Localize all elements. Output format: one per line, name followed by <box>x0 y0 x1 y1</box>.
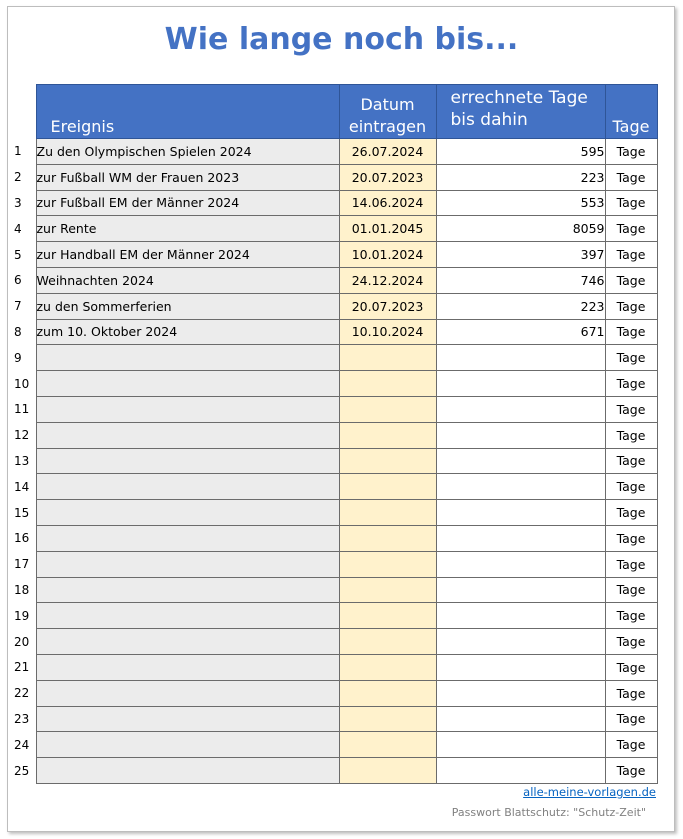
unit-cell: Tage <box>605 371 657 397</box>
event-cell[interactable]: Weihnachten 2024 <box>36 267 339 293</box>
event-cell[interactable]: Zu den Olympischen Spielen 2024 <box>36 139 339 165</box>
event-cell[interactable] <box>36 654 339 680</box>
event-cell[interactable]: zur Fußball EM der Männer 2024 <box>36 190 339 216</box>
days-cell <box>436 603 605 629</box>
days-cell <box>436 706 605 732</box>
event-cell[interactable] <box>36 345 339 371</box>
unit-cell: Tage <box>605 629 657 655</box>
date-cell[interactable] <box>339 654 436 680</box>
event-cell[interactable]: zur Fußball WM der Frauen 2023 <box>36 164 339 190</box>
countdown-table <box>14 84 658 784</box>
row-number: 11 <box>14 402 30 417</box>
unit-cell: Tage <box>605 474 657 500</box>
unit-cell: Tage <box>605 732 657 758</box>
row-number: 25 <box>14 763 30 778</box>
days-cell <box>436 345 605 371</box>
date-cell[interactable] <box>339 577 436 603</box>
header-event: Ereignis <box>36 85 339 139</box>
date-cell[interactable]: 26.07.2024 <box>339 139 436 165</box>
unit-cell: Tage <box>605 242 657 268</box>
date-cell[interactable] <box>339 758 436 784</box>
event-cell[interactable]: zur Rente <box>36 216 339 242</box>
event-cell[interactable] <box>36 629 339 655</box>
row-number: 2 <box>14 170 22 185</box>
date-cell[interactable] <box>339 422 436 448</box>
event-cell[interactable] <box>36 448 339 474</box>
date-cell[interactable] <box>339 525 436 551</box>
days-cell <box>436 448 605 474</box>
row-number: 8 <box>14 324 22 339</box>
unit-cell: Tage <box>605 293 657 319</box>
event-cell[interactable] <box>36 422 339 448</box>
unit-cell: Tage <box>605 267 657 293</box>
days-cell: 746 <box>436 267 605 293</box>
row-number: 9 <box>14 350 22 365</box>
header-days-line2: bis dahin <box>450 110 528 130</box>
days-cell <box>436 732 605 758</box>
event-cell[interactable] <box>36 551 339 577</box>
unit-cell: Tage <box>605 422 657 448</box>
date-cell[interactable] <box>339 371 436 397</box>
unit-cell: Tage <box>605 525 657 551</box>
date-cell[interactable]: 20.07.2023 <box>339 164 436 190</box>
days-cell <box>436 525 605 551</box>
days-cell: 8059 <box>436 216 605 242</box>
table-row <box>14 654 657 680</box>
unit-cell: Tage <box>605 345 657 371</box>
event-cell[interactable]: zur Handball EM der Männer 2024 <box>36 242 339 268</box>
event-cell[interactable] <box>36 577 339 603</box>
row-number: 17 <box>14 557 30 572</box>
header-blank <box>14 85 36 139</box>
days-cell: 223 <box>436 164 605 190</box>
date-cell[interactable] <box>339 448 436 474</box>
event-cell[interactable] <box>36 396 339 422</box>
unit-cell: Tage <box>605 190 657 216</box>
row-number: 23 <box>14 711 30 726</box>
table-row <box>14 293 657 319</box>
row-number: 1 <box>14 144 22 159</box>
table-row <box>14 422 657 448</box>
unit-cell: Tage <box>605 706 657 732</box>
row-number: 21 <box>14 660 30 675</box>
row-number: 15 <box>14 505 30 520</box>
password-note: Passwort Blattschutz: "Schutz-Zeit" <box>451 806 646 819</box>
table-row <box>14 242 657 268</box>
unit-cell: Tage <box>605 654 657 680</box>
date-cell[interactable]: 20.07.2023 <box>339 293 436 319</box>
unit-cell: Tage <box>605 216 657 242</box>
table-row <box>14 267 657 293</box>
date-cell[interactable] <box>339 629 436 655</box>
table-row <box>14 551 657 577</box>
event-cell[interactable] <box>36 474 339 500</box>
table-row <box>14 371 657 397</box>
date-cell[interactable] <box>339 680 436 706</box>
event-cell[interactable]: zu den Sommerferien <box>36 293 339 319</box>
unit-cell: Tage <box>605 758 657 784</box>
event-cell[interactable] <box>36 371 339 397</box>
table-row <box>14 706 657 732</box>
row-number: 12 <box>14 428 30 443</box>
days-cell <box>436 758 605 784</box>
days-cell <box>436 422 605 448</box>
days-cell <box>436 474 605 500</box>
days-cell <box>436 396 605 422</box>
table-row <box>14 577 657 603</box>
row-number: 13 <box>14 453 30 468</box>
row-number: 16 <box>14 531 30 546</box>
date-cell[interactable] <box>339 345 436 371</box>
days-cell: 595 <box>436 139 605 165</box>
table-row <box>14 758 657 784</box>
date-cell[interactable] <box>339 500 436 526</box>
table-row <box>14 216 657 242</box>
header-days <box>436 85 605 139</box>
date-cell[interactable] <box>339 706 436 732</box>
row-number: 20 <box>14 634 30 649</box>
table-row <box>14 525 657 551</box>
table-row <box>14 603 657 629</box>
days-cell: 553 <box>436 190 605 216</box>
table-row <box>14 345 657 371</box>
event-cell[interactable] <box>36 732 339 758</box>
event-cell[interactable] <box>36 500 339 526</box>
row-number: 24 <box>14 737 30 752</box>
table-row <box>14 164 657 190</box>
days-cell: 223 <box>436 293 605 319</box>
unit-cell: Tage <box>605 551 657 577</box>
header-unit: Tage <box>605 85 657 139</box>
header-date-line2: eintragen <box>348 117 427 136</box>
days-cell <box>436 371 605 397</box>
table-row <box>14 629 657 655</box>
website-link[interactable]: alle-meine-vorlagen.de <box>523 785 656 799</box>
table-row <box>14 396 657 422</box>
date-cell[interactable]: 14.06.2024 <box>339 190 436 216</box>
days-cell <box>436 629 605 655</box>
row-number: 18 <box>14 582 30 597</box>
days-cell <box>436 500 605 526</box>
event-cell[interactable]: zum 10. Oktober 2024 <box>36 319 339 345</box>
event-cell[interactable] <box>36 680 339 706</box>
date-cell[interactable] <box>339 603 436 629</box>
date-cell[interactable]: 01.01.2045 <box>339 216 436 242</box>
unit-cell: Tage <box>605 448 657 474</box>
unit-cell: Tage <box>605 164 657 190</box>
row-number: 10 <box>14 376 30 391</box>
row-number: 6 <box>14 273 22 288</box>
header-date <box>339 85 436 139</box>
header-days-line1: errechnete Tage <box>450 88 588 108</box>
days-cell: 397 <box>436 242 605 268</box>
row-number: 22 <box>14 686 30 701</box>
date-cell[interactable] <box>339 396 436 422</box>
days-cell <box>436 680 605 706</box>
row-number: 7 <box>14 299 22 314</box>
date-cell[interactable]: 10.10.2024 <box>339 319 436 345</box>
date-cell[interactable] <box>339 732 436 758</box>
header-date-line1: Datum <box>360 95 415 114</box>
event-cell[interactable] <box>36 525 339 551</box>
unit-cell: Tage <box>605 577 657 603</box>
date-cell[interactable] <box>339 474 436 500</box>
row-number: 3 <box>14 195 22 210</box>
event-cell[interactable] <box>36 603 339 629</box>
row-number: 4 <box>14 221 22 236</box>
table-row <box>14 500 657 526</box>
page-title: Wie lange noch bis... <box>164 22 519 57</box>
days-cell <box>436 577 605 603</box>
unit-cell: Tage <box>605 396 657 422</box>
unit-cell: Tage <box>605 319 657 345</box>
unit-cell: Tage <box>605 680 657 706</box>
date-cell[interactable]: 10.01.2024 <box>339 242 436 268</box>
table-row <box>14 319 657 345</box>
header-row <box>14 85 657 139</box>
table-row <box>14 448 657 474</box>
unit-cell: Tage <box>605 603 657 629</box>
days-cell: 671 <box>436 319 605 345</box>
table-row <box>14 680 657 706</box>
event-cell[interactable] <box>36 706 339 732</box>
date-cell[interactable] <box>339 551 436 577</box>
table-row <box>14 139 657 165</box>
unit-cell: Tage <box>605 139 657 165</box>
table-row <box>14 190 657 216</box>
event-cell[interactable] <box>36 758 339 784</box>
table-row <box>14 732 657 758</box>
row-number: 19 <box>14 608 30 623</box>
row-number: 5 <box>14 247 22 262</box>
row-number: 14 <box>14 479 30 494</box>
days-cell <box>436 551 605 577</box>
date-cell[interactable]: 24.12.2024 <box>339 267 436 293</box>
days-cell <box>436 654 605 680</box>
unit-cell: Tage <box>605 500 657 526</box>
table-row <box>14 474 657 500</box>
